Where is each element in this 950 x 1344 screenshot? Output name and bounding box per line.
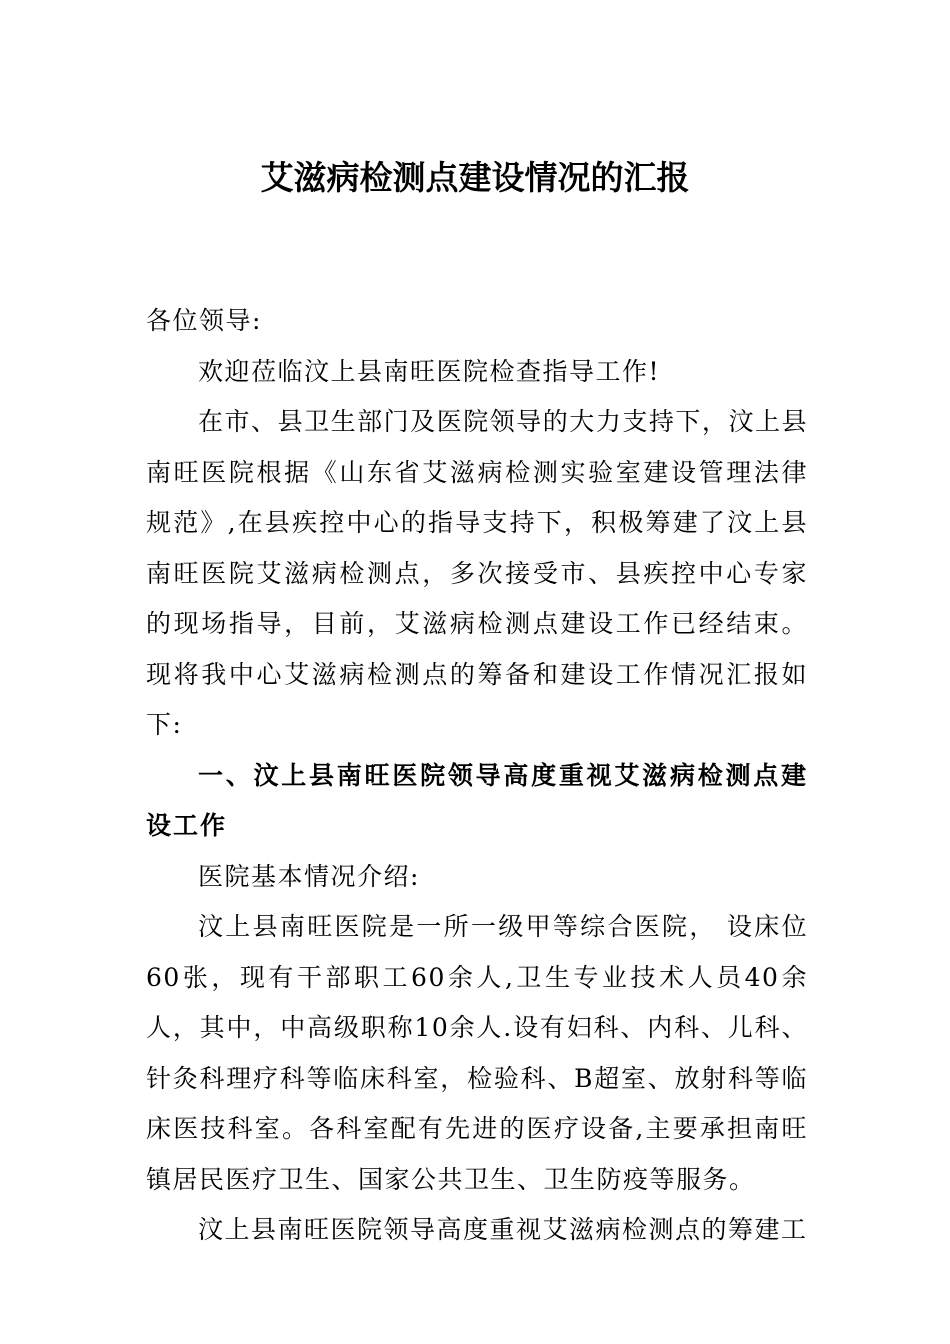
paragraph-intro: 在市、县卫生部门及医院领导的大力支持下，汶上县南旺医院根据《山东省艾滋病检测实验室建设管理法律规范》,在县疾控中心的指导支持下，积极筹建了汶上县南旺医院艾滋病检测点，多次接受市、县疾控中心专家的现场指导，目前，艾滋病检测点建设工作已经结束。现将我中心艾滋病检测点的筹备和建设工作情况汇报如下:	[146, 407, 808, 739]
paragraph-welcome: 欢迎莅临汶上县南旺医院检查指导工作!	[198, 356, 661, 386]
paragraph-hospital-overview-label: 医院基本情况介绍:	[198, 861, 420, 891]
paragraph-hospital-overview: 汶上县南旺医院是一所一级甲等综合医院， 设床位60张，现有干部职工60余人,卫生专业技术人员40余人，其中，中高级职称10余人.设有妇科、内科、儿科、针灸科理疗科等临床科室，检验科、B超室、放射科等临床医技科室。各科室配有先进的医疗设备,主要承担南旺镇居民医疗卫生、国家公共卫生、卫生防疫等服务。	[146, 912, 808, 1194]
document-body	[146, 296, 808, 1256]
paragraph-leadership: 汶上县南旺医院领导高度重视艾滋病检测点的筹建工	[198, 1215, 808, 1244]
section-heading-1: 一、汶上县南旺医院领导高度重视艾滋病检测点建设工作	[146, 760, 808, 840]
salutation: 各位领导:	[146, 306, 262, 335]
document-title: 艾滋病检测点建设情况的汇报	[260, 158, 690, 197]
